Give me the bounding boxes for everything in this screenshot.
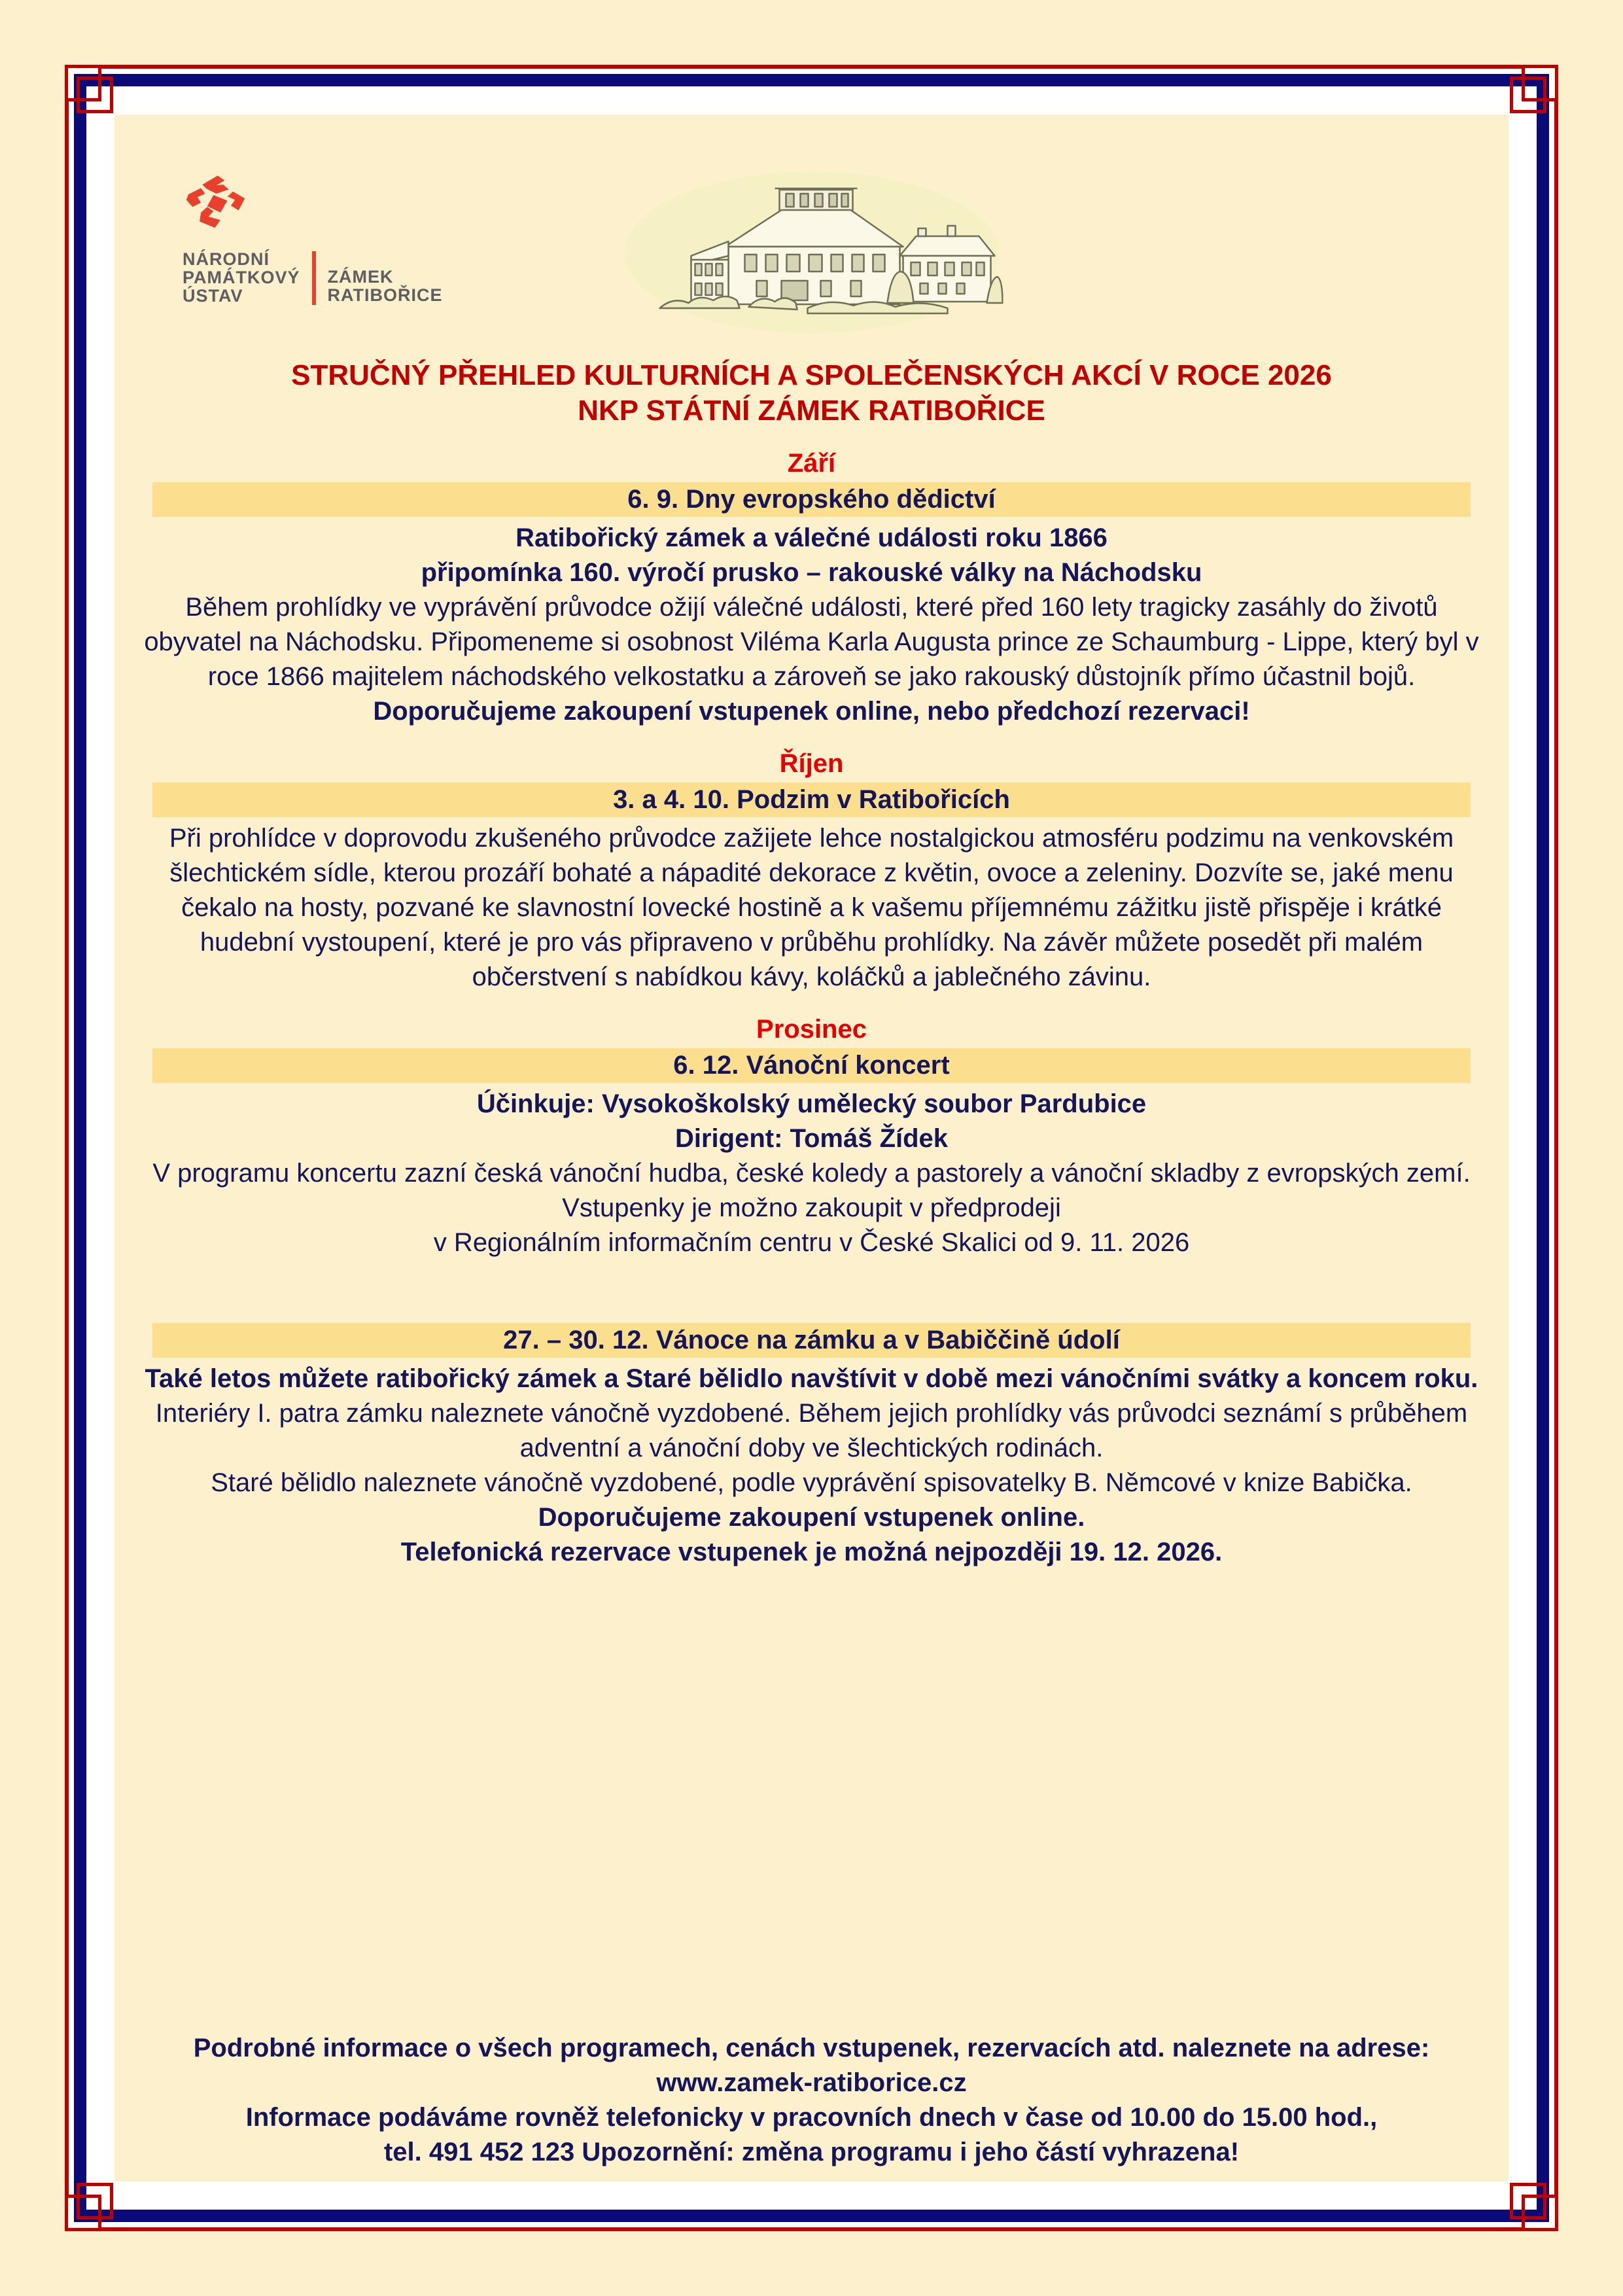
event-title-bar: 6. 12. Vánoční koncert (152, 1048, 1471, 1083)
event-subtitle: Také letos můžete ratibořický zámek a Staré bělidlo navštívit v době mezi vánočními svátky a koncem roku. (145, 1364, 1478, 1393)
npu-site-line: RATIBOŘICE (327, 285, 443, 305)
border-red-line-right (1554, 98, 1558, 2198)
npu-name-line: NÁRODNÍ (183, 249, 270, 269)
border-red-line-left (65, 98, 69, 2198)
npu-name-line: PAMÁTKOVÝ (183, 268, 300, 287)
event-subtitle: Účinkuje: Vysokoškolský umělecký soubor Pardubice (476, 1089, 1147, 1118)
npu-site-name (328, 268, 443, 305)
border-red-line-bottom (98, 2227, 1525, 2231)
event-subtitle: připomínka 160. výročí prusko – rakouské války na Náchodsku (421, 558, 1202, 587)
corner-ornament (1510, 2183, 1546, 2219)
event-title-bar: 6. 9. Dny evropského dědictví (152, 482, 1471, 517)
footer-info-line: Podrobné informace o všech programech, cenách vstupenek, rezervacích atd. naleznete na adrese: (193, 2034, 1430, 2062)
event-title-bar: 3. a 4. 10. Podzim v Ratibořicích (152, 783, 1471, 817)
footer-phone-notice: tel. 491 452 123 Upozornění: změna programu i jeho částí vyhrazena! (383, 2138, 1240, 2166)
npu-site-line: ZÁMEK (327, 267, 394, 287)
header (141, 115, 1482, 358)
footer (141, 2031, 1482, 2181)
page-title-line1: STRUČNÝ PŘEHLED KULTURNÍCH A SPOLEČENSKÝCH AKCÍ V ROCE 2026 (291, 359, 1332, 391)
page-content (114, 115, 1509, 2181)
npu-name-line: ÚSTAV (183, 286, 243, 306)
month-header-october: Říjen (779, 749, 844, 778)
npu-divider (312, 251, 316, 305)
border-red-line-top (98, 65, 1525, 69)
event-subtitle: Dirigent: Tomáš Žídek (674, 1124, 949, 1153)
event-detail-line: Vstupenky je možno zakoupit v předprodeji (562, 1193, 1061, 1222)
page-title-line2: NKP STÁTNÍ ZÁMEK RATIBOŘICE (578, 395, 1045, 427)
npu-lockup (183, 250, 443, 305)
event-description: Interiéry I. patra zámku naleznete vánočně vyzdobené. Během jejich prohlídky vás průvodci seznámí s průběhem adventní a vánoční doby ve šlechtických rodinách. (155, 1399, 1468, 1462)
npu-cubes-icon (179, 172, 262, 238)
event-description: Během prohlídky ve vyprávění průvodce ožijí válečné události, které před 160 lety tragicky zasáhly do životů obyvatel na Náchodsku. Připomeneme si osobnost Viléma Karla Augusta prince ze Schaumburg - Lippe, který byl v roce 1866 majitelem náchodského velkostatku a zároveň se jako rakouský důstojník přímo účastnil bojů. (144, 593, 1479, 691)
footer-info-line: Informace podáváme rovněž telefonicky v pracovních dnech v čase od 10.00 do 15.00 hod., (245, 2103, 1378, 2132)
month-header-september: Září (787, 449, 836, 478)
event-note: Telefonická rezervace vstupenek je možná nejpozději 19. 12. 2026. (400, 1538, 1223, 1566)
event-subtitle: Ratibořický zámek a válečné události roku 1866 (515, 523, 1108, 552)
event-detail-line: Staré bělidlo naleznete vánočně vyzdobené, podle vyprávění spisovatelky B. Němcové v knize Babička. (211, 1468, 1412, 1497)
event-description: Při prohlídce v doprovodu zkušeného průvodce zažijete lehce nostalgickou atmosféru podzimu na venkovském šlechtickém sídle, kterou prozáří bohaté a nápadité dekorace z květin, ovoce a zeleniny. Dozvíte se, jaké menu čekalo na hosty, pozvané ke slavnostní lovecké hostině a k vašemu příjemnému zážitku jistě přispěje i krátké hudební vystoupení, které je pro vás připraveno v průběhu prohlídky. Na závěr můžete posedět při malém občerstvení s nabídkou kávy, koláčků a jablečného závinu. (169, 824, 1454, 991)
corner-ornament (77, 77, 113, 113)
footer-website: www.zamek-ratiborice.cz (656, 2068, 967, 2097)
event-detail-line: v Regionálním informačním centru v České Skalici od 9. 11. 2026 (433, 1228, 1190, 1257)
corner-ornament (1510, 77, 1546, 113)
event-note: Doporučujeme zakoupení vstupenek online. (538, 1503, 1085, 1532)
month-header-december: Prosinec (756, 1015, 867, 1044)
event-title-bar: 27. – 30. 12. Vánoce na zámku a v Babiččině údolí (152, 1323, 1471, 1358)
page-title (141, 358, 1482, 429)
corner-ornament (77, 2183, 113, 2219)
event-note: Doporučujeme zakoupení vstupenek online, nebo předchozí rezervaci! (373, 697, 1250, 726)
castle-illustration (620, 168, 1003, 337)
event-description: V programu koncertu zazní česká vánoční hudba, české koledy a pastorely a vánoční skladby z evropských zemí. (152, 1159, 1471, 1188)
npu-logo (179, 172, 443, 305)
npu-name (183, 250, 300, 305)
